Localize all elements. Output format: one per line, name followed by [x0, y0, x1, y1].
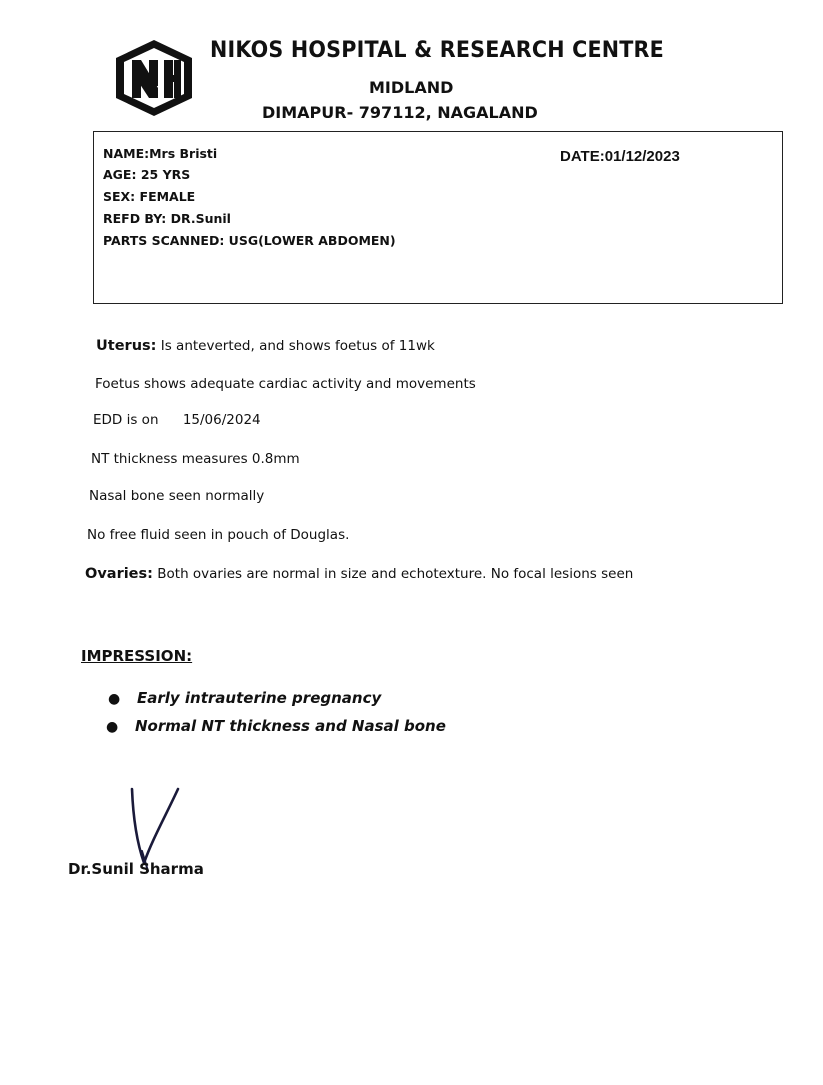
hospital-address: DIMAPUR- 797112, NAGALAND	[262, 103, 538, 122]
patient-sex: SEX: FEMALE	[103, 189, 196, 204]
finding-cardiac: Foetus shows adequate cardiac activity and movements	[95, 376, 476, 392]
uterus-label: Uterus:	[96, 338, 157, 354]
impression-item: Early intrauterine pregnancy	[137, 689, 382, 707]
impression-title: IMPRESSION:	[81, 647, 193, 665]
hospital-logo-icon	[112, 38, 196, 118]
finding-free-fluid: No free fluid seen in pouch of Douglas.	[87, 527, 350, 543]
bullet-icon: ●	[106, 719, 119, 735]
uterus-text: Is anteverted, and shows foetus of 11wk	[160, 338, 435, 354]
hospital-location: MIDLAND	[369, 78, 454, 97]
edd-label: EDD is on	[93, 412, 159, 428]
finding-nasal-bone: Nasal bone seen normally	[89, 488, 265, 504]
ovaries-label: Ovaries:	[85, 566, 153, 582]
finding-uterus	[96, 338, 435, 354]
edd-date: 15/06/2024	[182, 412, 261, 428]
doctor-name: Dr.Sunil Sharma	[68, 860, 204, 878]
parts-scanned: PARTS SCANNED: USG(LOWER ABDOMEN)	[103, 233, 396, 248]
patient-age: AGE: 25 YRS	[103, 167, 191, 182]
ovaries-text: Both ovaries are normal in size and echotexture. No focal lesions seen	[157, 566, 634, 582]
bullet-icon: ●	[108, 691, 121, 707]
hospital-name: NIKOS HOSPITAL & RESEARCH CENTRE	[210, 38, 664, 63]
patient-name: NAME:Mrs Bristi	[103, 146, 218, 161]
referred-by: REFD BY: DR.Sunil	[103, 211, 231, 226]
finding-nt-thickness: NT thickness measures 0.8mm	[91, 451, 300, 467]
impression-item: Normal NT thickness and Nasal bone	[135, 717, 446, 735]
finding-edd	[93, 412, 261, 428]
finding-ovaries	[85, 566, 633, 582]
report-date: DATE:01/12/2023	[560, 148, 680, 165]
